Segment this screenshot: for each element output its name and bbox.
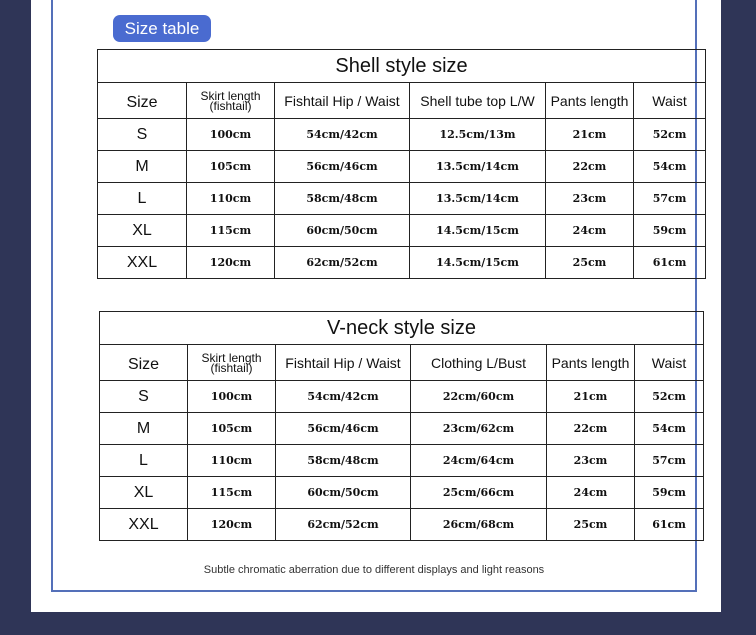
page-frame bbox=[51, 0, 697, 592]
table-cell: 54cm/42cm bbox=[276, 381, 411, 413]
v-neck-style-size-table bbox=[99, 311, 704, 541]
table-cell: 100cm bbox=[187, 119, 275, 151]
table-cell: 59cm bbox=[635, 477, 704, 509]
table-cell: 23cm bbox=[546, 183, 634, 215]
header-skirt-length bbox=[188, 345, 276, 381]
page bbox=[31, 0, 721, 612]
disclaimer-note: Subtle chromatic aberration due to different displays and light reasons bbox=[203, 564, 545, 576]
table-cell: 59cm bbox=[634, 215, 706, 247]
table-cell: 57cm bbox=[634, 183, 706, 215]
table-cell: 62cm/52cm bbox=[275, 247, 410, 279]
table-row bbox=[98, 183, 706, 215]
table-cell: 52cm bbox=[634, 119, 706, 151]
table-cell: 13.5cm/14cm bbox=[410, 151, 546, 183]
table-cell: 24cm/64cm bbox=[411, 445, 547, 477]
table-cell: 54cm/42cm bbox=[275, 119, 410, 151]
table-cell: 56cm/46cm bbox=[276, 413, 411, 445]
table-cell: 100cm bbox=[188, 381, 276, 413]
table-cell: 61cm bbox=[635, 509, 704, 541]
header-skirt-length-line1: Skirt length bbox=[201, 350, 262, 365]
table-cell: 120cm bbox=[187, 247, 275, 279]
header-fishtail-hip-waist: Fishtail Hip / Waist bbox=[276, 345, 411, 381]
size-cell: XL bbox=[100, 477, 188, 509]
table-row bbox=[100, 477, 704, 509]
header-skirt-length bbox=[187, 83, 275, 119]
table-cell: 25cm bbox=[547, 509, 635, 541]
header-skirt-length-line1: Skirt length bbox=[200, 88, 261, 103]
table-cell: 12.5cm/13m bbox=[410, 119, 546, 151]
table-cell: 115cm bbox=[187, 215, 275, 247]
table-cell: 57cm bbox=[635, 445, 704, 477]
table-cell: 23cm/62cm bbox=[411, 413, 547, 445]
table-cell: 60cm/50cm bbox=[276, 477, 411, 509]
table-cell: 105cm bbox=[187, 151, 275, 183]
size-cell: S bbox=[98, 119, 187, 151]
table-cell: 22cm bbox=[547, 413, 635, 445]
header-waist: Waist bbox=[635, 345, 704, 381]
table-cell: 105cm bbox=[188, 413, 276, 445]
table-cell: 120cm bbox=[188, 509, 276, 541]
table-cell: 56cm/46cm bbox=[275, 151, 410, 183]
table-cell: 52cm bbox=[635, 381, 704, 413]
table-cell: 58cm/48cm bbox=[276, 445, 411, 477]
table-cell: 14.5cm/15cm bbox=[410, 215, 546, 247]
table-row bbox=[100, 381, 704, 413]
table-row bbox=[100, 509, 704, 541]
size-table-badge: Size table bbox=[113, 15, 211, 42]
shell-style-size-table bbox=[97, 49, 706, 279]
table-cell: 25cm bbox=[546, 247, 634, 279]
table-title: Shell style size bbox=[98, 50, 706, 83]
table-cell: 22cm bbox=[546, 151, 634, 183]
table-title: V-neck style size bbox=[100, 312, 704, 345]
size-cell: L bbox=[100, 445, 188, 477]
table-row bbox=[100, 413, 704, 445]
size-cell: XXL bbox=[100, 509, 188, 541]
header-skirt-length-line2: (fishtail) bbox=[210, 360, 253, 375]
table-cell: 60cm/50cm bbox=[275, 215, 410, 247]
table-cell: 21cm bbox=[546, 119, 634, 151]
header-shell-tube-top: Shell tube top L/W bbox=[410, 83, 546, 119]
header-waist: Waist bbox=[634, 83, 706, 119]
header-size: Size bbox=[100, 345, 188, 381]
table-cell: 24cm bbox=[547, 477, 635, 509]
table-cell: 61cm bbox=[634, 247, 706, 279]
table-row bbox=[98, 151, 706, 183]
table-row bbox=[98, 119, 706, 151]
header-clothing-bust: Clothing L/Bust bbox=[411, 345, 547, 381]
header-skirt-length-line2: (fishtail) bbox=[209, 98, 252, 113]
table-cell: 54cm bbox=[635, 413, 704, 445]
table-cell: 110cm bbox=[187, 183, 275, 215]
header-pants-length: Pants length bbox=[546, 83, 634, 119]
header-pants-length: Pants length bbox=[547, 345, 635, 381]
table-row bbox=[98, 215, 706, 247]
table-cell: 25cm/66cm bbox=[411, 477, 547, 509]
size-cell: S bbox=[100, 381, 188, 413]
size-cell: M bbox=[100, 413, 188, 445]
table-cell: 115cm bbox=[188, 477, 276, 509]
table-header-row bbox=[100, 345, 704, 381]
size-cell: XXL bbox=[98, 247, 187, 279]
table-cell: 24cm bbox=[546, 215, 634, 247]
table-cell: 23cm bbox=[547, 445, 635, 477]
table-header-row bbox=[98, 83, 706, 119]
size-cell: XL bbox=[98, 215, 187, 247]
table-cell: 22cm/60cm bbox=[411, 381, 547, 413]
size-cell: M bbox=[98, 151, 187, 183]
table-cell: 54cm bbox=[634, 151, 706, 183]
size-cell: L bbox=[98, 183, 187, 215]
header-fishtail-hip-waist: Fishtail Hip / Waist bbox=[275, 83, 410, 119]
table-cell: 26cm/68cm bbox=[411, 509, 547, 541]
table-cell: 62cm/52cm bbox=[276, 509, 411, 541]
table-row bbox=[98, 247, 706, 279]
table-cell: 58cm/48cm bbox=[275, 183, 410, 215]
table-cell: 13.5cm/14cm bbox=[410, 183, 546, 215]
table-row bbox=[100, 445, 704, 477]
table-cell: 110cm bbox=[188, 445, 276, 477]
header-size: Size bbox=[98, 83, 187, 119]
table-cell: 21cm bbox=[547, 381, 635, 413]
table-cell: 14.5cm/15cm bbox=[410, 247, 546, 279]
